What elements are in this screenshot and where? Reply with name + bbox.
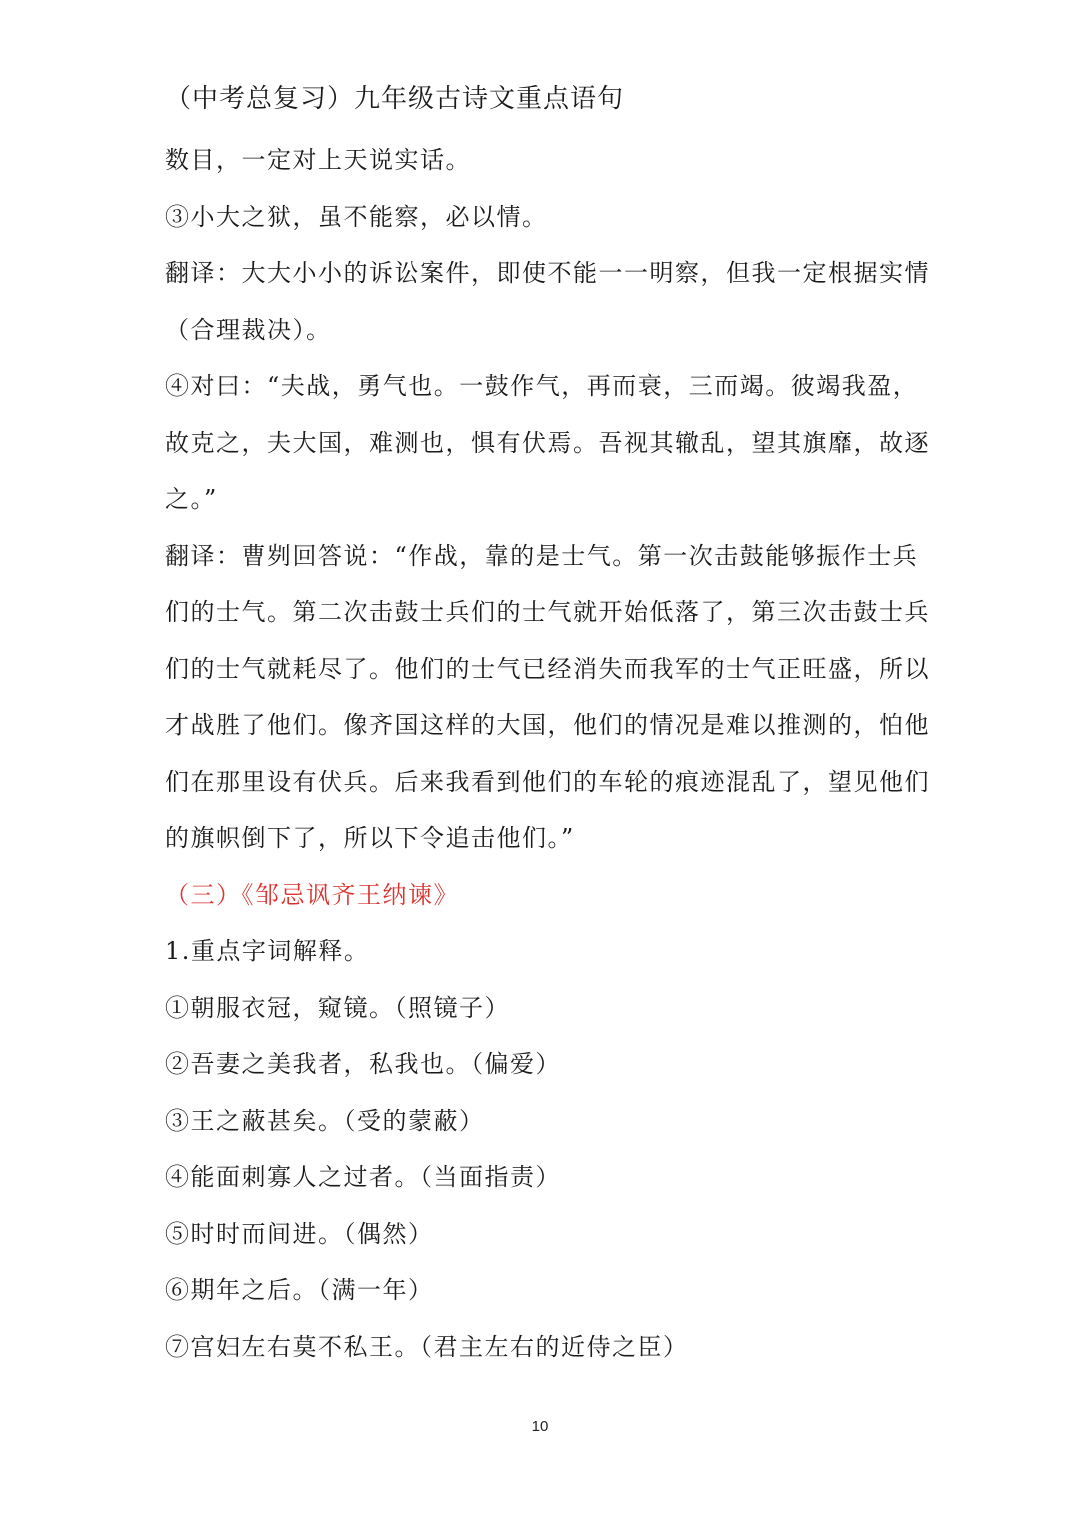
text-line: 翻译：曹刿回答说：“作战，靠的是士气。第一次击鼓能够振作士兵 (165, 541, 919, 570)
text-line: ⑤时时而间进。（偶然） (165, 1219, 434, 1248)
text-line: （合理裁决）。 (165, 315, 332, 344)
text-line: 之。” (165, 485, 218, 513)
text-line: 故克之，夫大国，难测也，惧有伏焉。吾视其辙乱，望其旗靡，故逐 (165, 428, 930, 457)
text-line: ③小大之狱，虽不能察，必以情。 (165, 202, 548, 231)
text-line: 们的士气就耗尽了。他们的士气已经消失而我军的士气正旺盛，所以 (165, 654, 930, 683)
section-heading: （三）《邹忌讽齐王纳谏》 (165, 880, 459, 909)
text-line: 们的士气。第二次击鼓士兵们的士气就开始低落了，第三次击鼓士兵 (165, 598, 930, 626)
text-line: 翻译：大大小小的诉讼案件，即使不能一一明察，但我一定根据实情 (165, 259, 930, 287)
text-line: ④能面刺寡人之过者。（当面指责） (165, 1163, 561, 1191)
text-line: ③王之蔽甚矣。（受的蒙蔽） (165, 1106, 485, 1135)
text-line: ④对曰：“夫战，勇气也。一鼓作气，再而衰，三而竭。彼竭我盈， (165, 372, 919, 400)
page-header-title: （中考总复习）九年级古诗文重点语句 (165, 84, 625, 114)
text-line: 1.重点字词解释。 (165, 937, 370, 965)
text-line: ⑦宫妇左右莫不私王。（君主左右的近侍之臣） (165, 1332, 689, 1361)
document-body (165, 132, 930, 1375)
text-line: ②吾妻之美我者，私我也。（偏爱） (165, 1050, 561, 1078)
text-line: 才战胜了他们。像齐国这样的大国，他们的情况是难以推测的，怕他 (165, 711, 930, 739)
text-line: 们在那里设有伏兵。后来我看到他们的车轮的痕迹混乱了，望见他们 (165, 767, 930, 796)
page-number: 10 (531, 1418, 549, 1435)
text-line: ①朝服衣冠，窥镜。（照镜子） (165, 993, 510, 1022)
text-line: ⑥期年之后。（满一年） (165, 1276, 434, 1304)
text-line: 数目，一定对上天说实话。 (165, 146, 471, 174)
text-line: 的旗帜倒下了，所以下令追击他们。” (165, 824, 575, 852)
